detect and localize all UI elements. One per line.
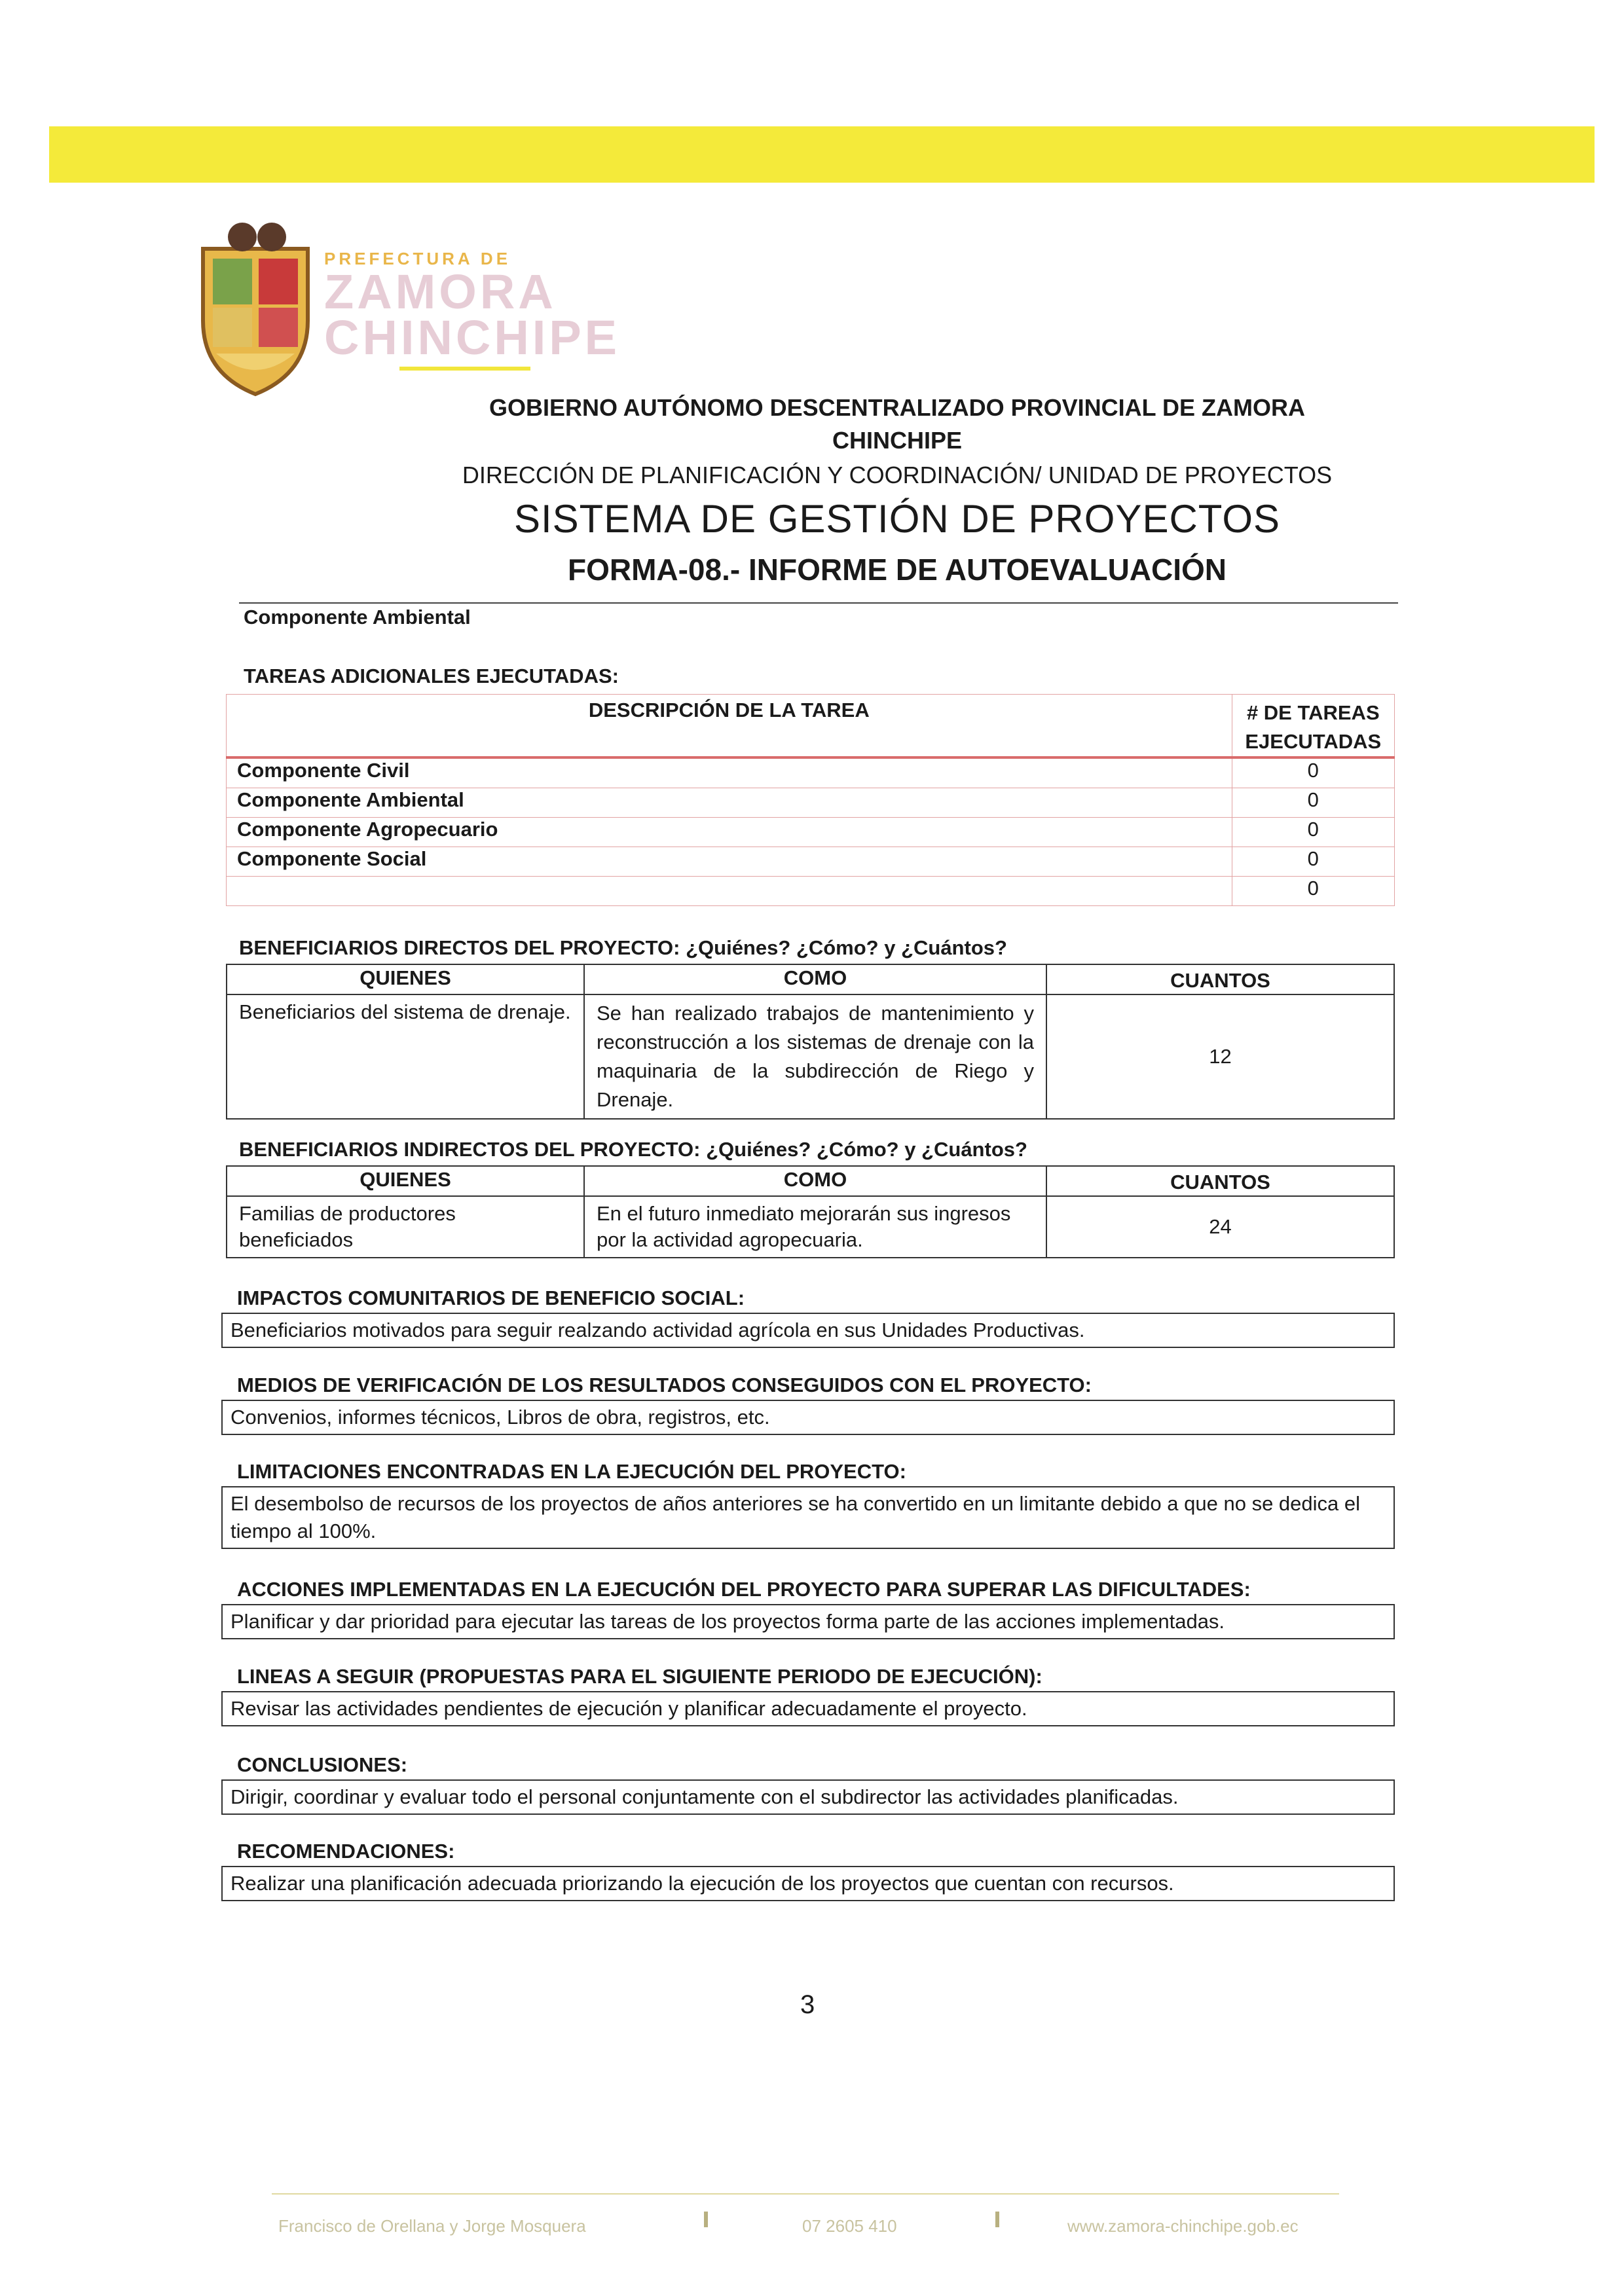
section-text: Convenios, informes técnicos, Libros de obra, registros, etc. bbox=[221, 1400, 1395, 1435]
section-title: IMPACTOS COMUNITARIOS DE BENEFICIO SOCIAL: bbox=[237, 1286, 745, 1309]
section-title: CONCLUSIONES: bbox=[237, 1753, 408, 1776]
direct-col-count: CUANTOS bbox=[1046, 964, 1394, 994]
task-count: 0 bbox=[1232, 818, 1394, 847]
section-title: ACCIONES IMPLEMENTADAS EN LA EJECUCIÓN DEL PROYECTO PARA SUPERAR LAS DIFICULTADES: bbox=[237, 1578, 1251, 1601]
section-text: Dirigir, coordinar y evaluar todo el personal conjuntamente con el subdirector las actividades planificadas. bbox=[221, 1779, 1395, 1815]
task-desc: Componente Ambiental bbox=[227, 788, 1232, 818]
indirect-col-count: CUANTOS bbox=[1046, 1166, 1394, 1196]
footer-separator bbox=[995, 2212, 999, 2227]
direction-title: DIRECCIÓN DE PLANIFICACIÓN Y COORDINACIÓN/ UNIDAD DE PROYECTOS bbox=[462, 462, 1333, 488]
tasks-table bbox=[226, 694, 1395, 906]
direct-who: Beneficiarios del sistema de drenaje. bbox=[227, 994, 584, 1119]
shield-icon bbox=[190, 223, 321, 399]
direct-title: BENEFICIARIOS DIRECTOS DEL PROYECTO: ¿Quiénes? ¿Cómo? y ¿Cuántos? bbox=[239, 936, 1007, 959]
form-title: FORMA-08.- INFORME DE AUTOEVALUACIÓN bbox=[567, 553, 1227, 587]
tasks-col-count: # DE TAREAS EJECUTADAS bbox=[1232, 695, 1394, 758]
section-text: Revisar las actividades pendientes de ejecución y planificar adecuadamente el proyecto. bbox=[221, 1691, 1395, 1726]
section-title: RECOMENDACIONES: bbox=[237, 1840, 455, 1863]
task-count: 0 bbox=[1232, 847, 1394, 877]
section-text: El desembolso de recursos de los proyectos de años anteriores se ha convertido en un limitante debido a que no se dedica el tiempo al 100%. bbox=[221, 1486, 1395, 1549]
footer-phone: 07 2605 410 bbox=[802, 2216, 897, 2236]
task-count: 0 bbox=[1232, 788, 1394, 818]
indirect-count: 24 bbox=[1046, 1196, 1394, 1258]
indirect-title: BENEFICIARIOS INDIRECTOS DEL PROYECTO: ¿Quiénes? ¿Cómo? y ¿Cuántos? bbox=[239, 1138, 1027, 1161]
indirect-col-how: COMO bbox=[584, 1166, 1046, 1196]
direct-col-how: COMO bbox=[584, 964, 1046, 994]
header-rule bbox=[239, 602, 1398, 604]
footer-rule bbox=[272, 2193, 1339, 2195]
indirect-table bbox=[226, 1165, 1395, 1258]
direct-count: 12 bbox=[1046, 994, 1394, 1119]
tasks-title: TAREAS ADICIONALES EJECUTADAS: bbox=[244, 665, 619, 687]
indirect-who: Familias de productores beneficiados bbox=[227, 1196, 584, 1258]
direct-col-who: QUIENES bbox=[227, 964, 584, 994]
table-row bbox=[227, 877, 1395, 906]
direct-table bbox=[226, 964, 1395, 1120]
table-row bbox=[227, 757, 1395, 788]
footer-separator bbox=[704, 2212, 708, 2227]
footer-web: www.zamora-chinchipe.gob.ec bbox=[1067, 2216, 1299, 2236]
header-band bbox=[49, 126, 1595, 183]
logo bbox=[190, 223, 621, 399]
section-title: LINEAS A SEGUIR (PROPUESTAS PARA EL SIGUIENTE PERIODO DE EJECUCIÓN): bbox=[237, 1665, 1043, 1688]
page-number: 3 bbox=[800, 1990, 815, 2019]
task-count: 0 bbox=[1232, 877, 1394, 906]
section-title: LIMITACIONES ENCONTRADAS EN LA EJECUCIÓN DEL PROYECTO: bbox=[237, 1460, 906, 1483]
direct-how: Se han realizado trabajos de mantenimiento y reconstrucción a los sistemas de drenaje con la maquinaria de la subdirección de Riego y Drenaje. bbox=[584, 994, 1046, 1119]
table-row bbox=[227, 818, 1395, 847]
table-row bbox=[227, 847, 1395, 877]
task-desc bbox=[227, 877, 1232, 906]
section-text: Planificar y dar prioridad para ejecutar las tareas de los proyectos forma parte de las acciones implementadas. bbox=[221, 1604, 1395, 1639]
footer-address: Francisco de Orellana y Jorge Mosquera bbox=[278, 2216, 586, 2236]
section-text: Beneficiarios motivados para seguir realzando actividad agrícola en sus Unidades Productivas. bbox=[221, 1313, 1395, 1348]
indirect-col-who: QUIENES bbox=[227, 1166, 584, 1196]
logo-line2: ZAMORA bbox=[324, 264, 557, 319]
table-row bbox=[227, 788, 1395, 818]
logo-line3: CHINCHIPE bbox=[324, 310, 621, 365]
tasks-col-desc: DESCRIPCIÓN DE LA TAREA bbox=[227, 695, 1232, 758]
logo-line1: PREFECTURA DE bbox=[324, 249, 511, 268]
section-text: Realizar una planificación adecuada priorizando la ejecución de los proyectos que cuentan con recursos. bbox=[221, 1866, 1395, 1901]
indirect-how: En el futuro inmediato mejorarán sus ingresos por la actividad agropecuaria. bbox=[584, 1196, 1046, 1258]
system-title: SISTEMA DE GESTIÓN DE PROYECTOS bbox=[513, 497, 1281, 541]
task-desc: Componente Social bbox=[227, 847, 1232, 877]
logo-underline bbox=[399, 367, 530, 371]
section-title: MEDIOS DE VERIFICACIÓN DE LOS RESULTADOS CONSEGUIDOS CON EL PROYECTO: bbox=[237, 1374, 1092, 1396]
task-desc: Componente Agropecuario bbox=[227, 818, 1232, 847]
task-count: 0 bbox=[1232, 757, 1394, 788]
component-label: Componente Ambiental bbox=[244, 606, 471, 629]
gov-title: GOBIERNO AUTÓNOMO DESCENTRALIZADO PROVINCIAL DE ZAMORA CHINCHIPE bbox=[489, 394, 1305, 454]
task-desc: Componente Civil bbox=[227, 757, 1232, 788]
